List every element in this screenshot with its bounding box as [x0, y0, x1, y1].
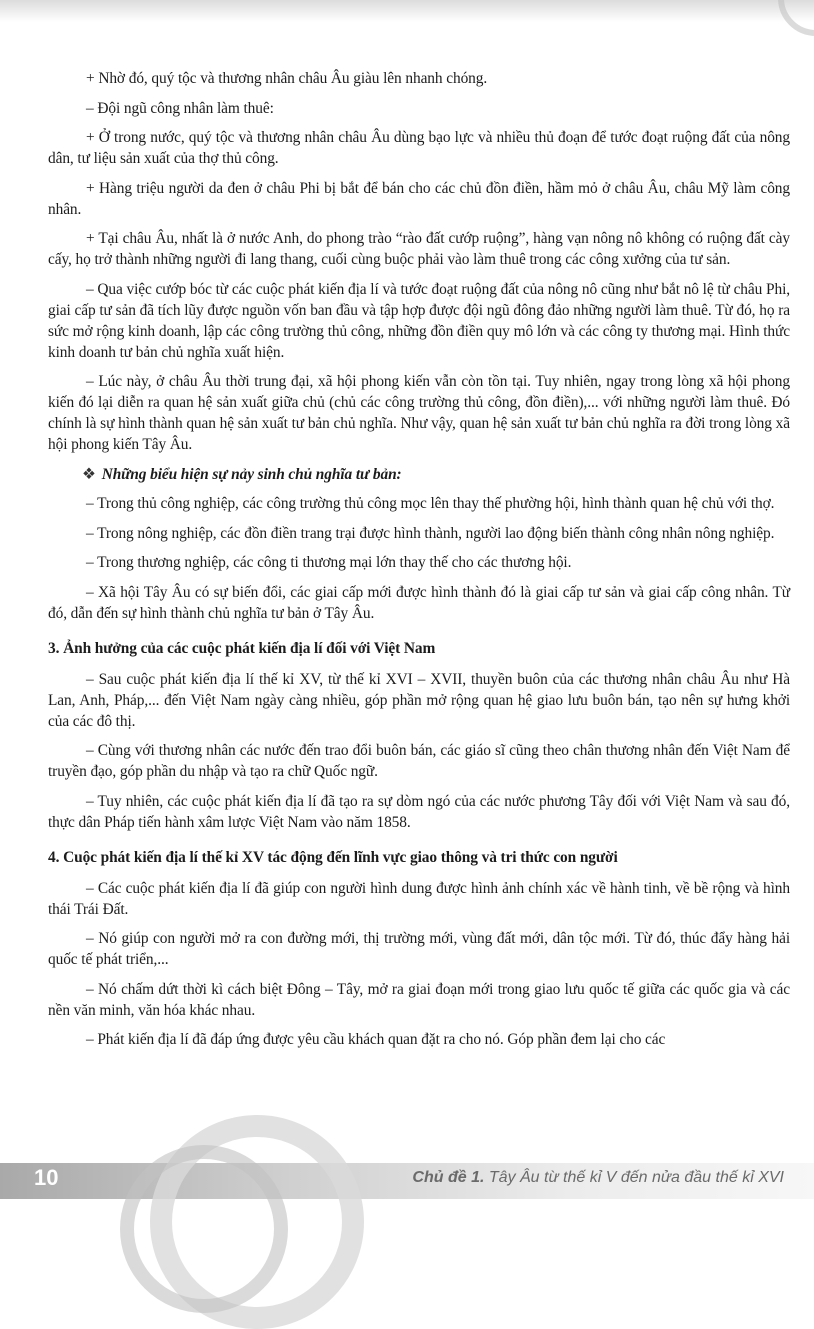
paragraph: – Nó chấm dứt thời kì cách biệt Đông – Tây, mở ra giai đoạn mới trong giao lưu quốc tế giữa các quốc gia và các nền văn minh, văn hóa khác nhau.: [48, 980, 790, 1019]
paragraph: – Cùng với thương nhân các nước đến trao đổi buôn bán, các giáo sĩ cũng theo chân thương nhân đến Việt Nam để truyền đạo, góp phần du nhập và tạo ra chữ Quốc ngữ.: [48, 742, 790, 780]
paragraph: – Trong thương nghiệp, các công ti thương mại lớn thay thế cho các thương hội.: [86, 554, 572, 571]
subheading-capitalism-expressions: [48, 464, 790, 485]
chapter-title-text: Tây Âu từ thế kỉ V đến nửa đầu thế kỉ XVI: [488, 1169, 784, 1186]
paragraph: – Lúc này, ở châu Âu thời trung đại, xã hội phong kiến vẫn còn tồn tại. Tuy nhiên, ngay trong lòng xã hội phong kiến đó lại diễn ra quan hệ sản xuất giữa chủ (chủ các công trường thủ công, đồn điền),... với những người làm thuê. Đó chính là sự hình thành quan hệ sản xuất tư bản chủ nghĩa. Như vậy, quan hệ sản xuất tư bản chủ nghĩa ra đời trong lòng xã hội phong kiến Tây Âu.: [48, 373, 790, 453]
paragraph: – Tuy nhiên, các cuộc phát kiến địa lí đã tạo ra sự dòm ngó của các nước phương Tây đối với Việt Nam và sau đó, thực dân Pháp tiến hành xâm lược Việt Nam vào năm 1858.: [48, 792, 790, 831]
section-4-heading: 4. Cuộc phát kiến địa lí thế kỉ XV tác động đến lĩnh vực giao thông và tri thức con người: [48, 848, 618, 866]
paragraph: – Nó giúp con người mở ra con đường mới, thị trường mới, vùng đất mới, dân tộc mới. Từ đó, thúc đẩy hàng hải quốc tế phát triển,...: [48, 930, 790, 968]
paragraph: – Trong thủ công nghiệp, các công trường thủ công mọc lên thay thế phường hội, hình thành quan hệ chủ với thợ.: [86, 495, 775, 512]
paragraph: + Tại châu Âu, nhất là ở nước Anh, do phong trào “rào đất cướp ruộng”, hàng vạn nông nô không có ruộng đất cày cấy, họ trở thành những người đi lang thang, cuối cùng buộc phải vào làm thuê trong các công xưởng của tư sản.: [48, 230, 790, 268]
corner-decoration: [778, 0, 814, 36]
paragraph: – Các cuộc phát kiến địa lí đã giúp con người hình dung được hình ảnh chính xác về hành tinh, về bề rộng và hình thái Trái Đất.: [48, 879, 790, 918]
page-footer: [0, 1125, 814, 1200]
paragraph: – Đội ngũ công nhân làm thuê:: [86, 99, 274, 117]
paragraph: – Sau cuộc phát kiến địa lí thế kỉ XV, từ thế kỉ XVI – XVII, thuyền buôn của các thương nhân châu Âu như Hà Lan, Anh, Pháp,... đến Việt Nam ngày càng nhiều, góp phần mở rộng quan hệ giao lưu buôn bán, tạo nên sự hưng khởi của các đô thị.: [48, 670, 790, 730]
chapter-title: [412, 1169, 784, 1187]
paragraph: – Trong nông nghiệp, các đồn điền trang trại được hình thành, người lao động biến thành công nhân nông nghiệp.: [86, 524, 775, 542]
diamond-bullet-icon: ❖: [82, 465, 96, 483]
page-number: 10: [34, 1165, 59, 1190]
paragraph: – Phát kiến địa lí đã đáp ứng được yêu cầu khách quan đặt ra cho nó. Góp phần đem lại cho các: [86, 1031, 666, 1048]
paragraph: – Xã hội Tây Âu có sự biến đổi, các giai cấp mới được hình thành đó là giai cấp tư sản và giai cấp công nhân. Từ đó, dẫn đến sự hình thành chủ nghĩa tư bản ở Tây Âu.: [48, 583, 790, 622]
subheading-text: Những biểu hiện sự nảy sinh chủ nghĩa tư bản:: [101, 465, 402, 483]
paragraph: + Nhờ đó, quý tộc và thương nhân châu Âu giàu lên nhanh chóng.: [86, 70, 488, 87]
section-3-heading: 3. Ảnh hưởng của các cuộc phát kiến địa lí đối với Việt Nam: [48, 639, 436, 657]
paragraph: – Qua việc cướp bóc từ các cuộc phát kiến địa lí và tước đoạt ruộng đất của nông nô cũng như bắt nô lệ từ châu Phi, giai cấp tư sản đã tích lũy được nguồn vốn ban đầu và tập hợp được đội ngũ đông đảo những người làm thuê. Từ đó, họ ra sức mở rộng kinh doanh, lập các công trường thủ công, những đồn điền quy mô lớn và các công ty thương mại. Hình thức kinh doanh tư bản chủ nghĩa xuất hiện.: [48, 280, 790, 361]
paragraph: + Hàng triệu người da đen ở châu Phi bị bắt để bán cho các chủ đồn điền, hầm mỏ ở châu Âu, châu Mỹ làm công nhân.: [48, 179, 790, 218]
footer-arc-decoration: [120, 1145, 288, 1313]
page-body: [48, 68, 790, 1059]
paragraph: + Ở trong nước, quý tộc và thương nhân châu Âu dùng bạo lực và nhiều thủ đoạn để tước đoạt ruộng đất của nông dân, tư liệu sản xuất của thợ thủ công.: [48, 129, 790, 167]
top-shade-band: [0, 0, 814, 22]
chapter-label: Chủ đề 1.: [412, 1169, 485, 1186]
